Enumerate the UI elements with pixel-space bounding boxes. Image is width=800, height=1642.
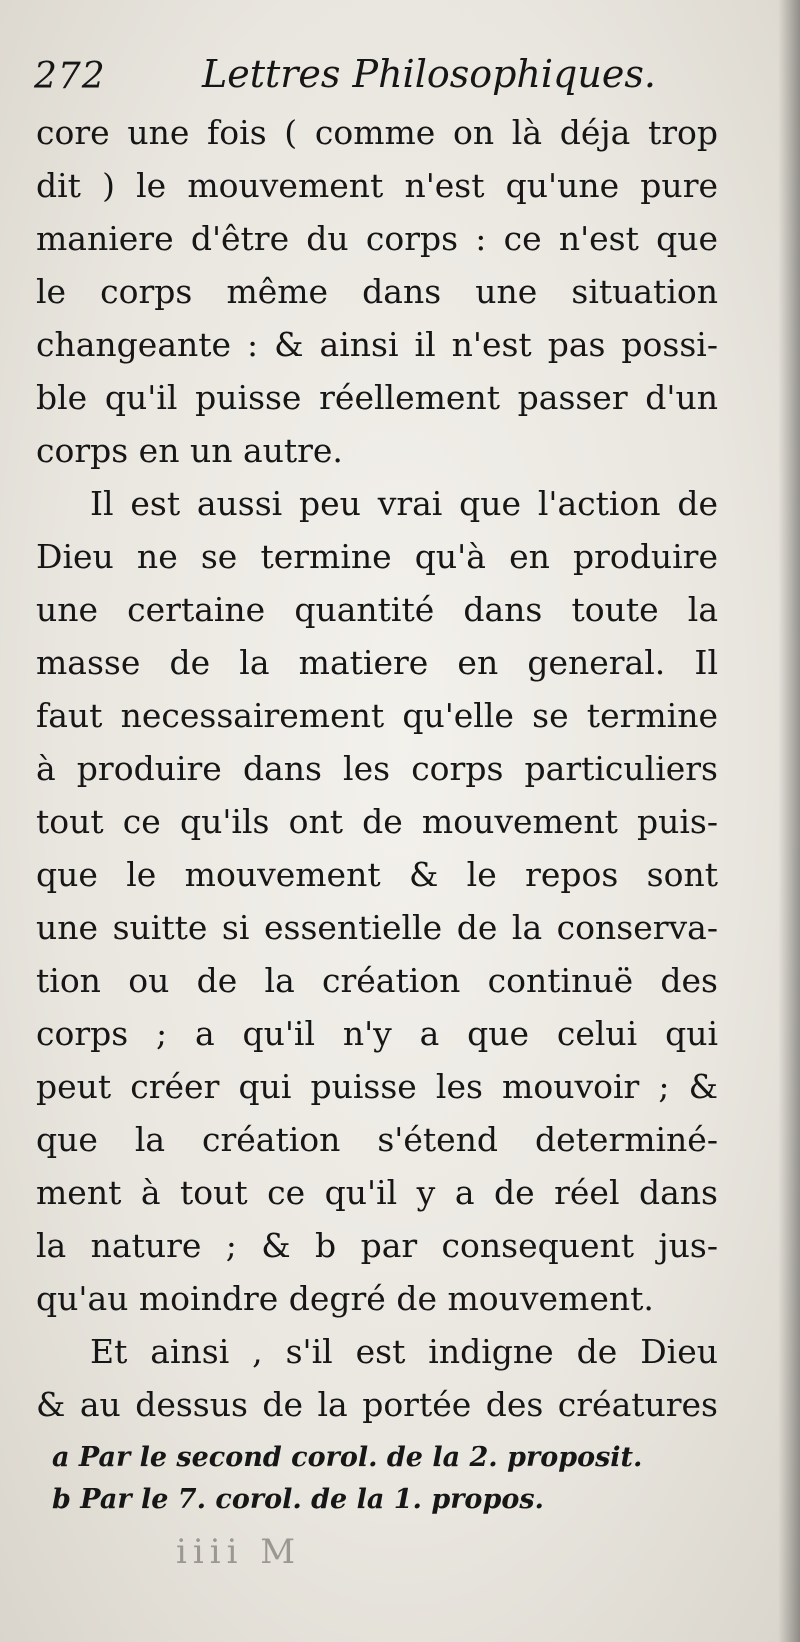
text-line: une certaine quantité dans toute la bbox=[36, 590, 718, 629]
running-title: Lettres Philosophiques. bbox=[202, 52, 656, 96]
text-line: faut necessairement qu'elle se termine bbox=[36, 696, 718, 735]
text-line: Dieu ne se termine qu'à en produire bbox=[36, 537, 718, 576]
text-line: core une fois ( comme on là déja trop bbox=[36, 113, 718, 152]
text-line: tion ou de la création continuë des bbox=[36, 961, 718, 1000]
paragraph-start-line: Et ainsi , s'il est indigne de Dieu bbox=[90, 1332, 718, 1371]
page-edge-shadow bbox=[778, 0, 800, 1642]
text-line: que le mouvement & le repos sont bbox=[36, 855, 718, 894]
text-line: la nature ; & b par consequent jus- bbox=[36, 1226, 718, 1265]
text-line: une suitte si essentielle de la conserva- bbox=[36, 908, 718, 947]
text-line: à produire dans les corps particuliers bbox=[36, 749, 718, 788]
text-line: ble qu'il puisse réellement passer d'un bbox=[36, 378, 718, 417]
body-text bbox=[36, 106, 718, 1431]
footnote-b: b Par le 7. corol. de la 1. propos. bbox=[52, 1484, 544, 1515]
paragraph-end-line: qu'au moindre degré de mouvement. bbox=[36, 1279, 654, 1318]
text-line: que la création s'étend determiné- bbox=[36, 1120, 718, 1159]
page-number: 272 bbox=[34, 56, 106, 97]
text-line: ment à tout ce qu'il y a de réel dans bbox=[36, 1173, 718, 1212]
text-line: peut créer qui puisse les mouvoir ; & bbox=[36, 1067, 718, 1106]
signature-mark: iiii M bbox=[176, 1532, 302, 1572]
text-line: le corps même dans une situation bbox=[36, 272, 718, 311]
text-line: dit ) le mouvement n'est qu'une pure bbox=[36, 166, 718, 205]
text-line: corps ; a qu'il n'y a que celui qui bbox=[36, 1014, 718, 1053]
text-line: maniere d'être du corps : ce n'est que bbox=[36, 219, 718, 258]
running-head bbox=[26, 52, 766, 102]
text-line: tout ce qu'ils ont de mouvement puis- bbox=[36, 802, 718, 841]
text-line: changeante : & ainsi il n'est pas possi- bbox=[36, 325, 718, 364]
text-line: masse de la matiere en general. Il bbox=[36, 643, 718, 682]
footnote-a: a Par le second corol. de la 2. proposit. bbox=[52, 1442, 643, 1473]
footnotes bbox=[52, 1437, 712, 1521]
paragraph-start-line: Il est aussi peu vrai que l'action de bbox=[90, 484, 718, 523]
text-line: & au dessus de la portée des créatures bbox=[36, 1385, 718, 1424]
paragraph-end-line: corps en un autre. bbox=[36, 431, 343, 470]
